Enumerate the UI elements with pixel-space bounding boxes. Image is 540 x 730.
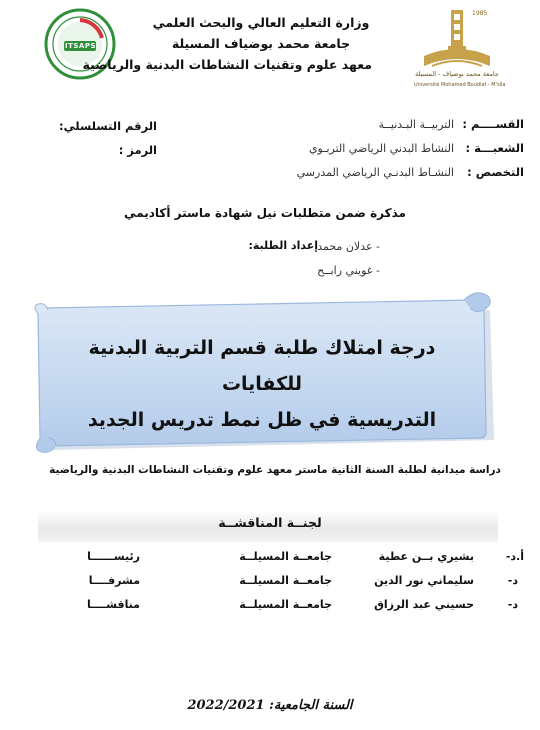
committee-title: لجنــة المناقشــة <box>218 515 322 530</box>
ministry-name: وزارة التعليم العالي والبحث العلمي <box>152 15 370 30</box>
member-1-university: جامعــة المسيلــة <box>239 550 332 563</box>
thesis-title-line-1: درجة امتلاك طلبة قسم التربية البدنية للكفايات <box>88 337 436 395</box>
member-2-rank: د- <box>507 574 518 587</box>
department-value: التربيــة البـدنيــة <box>378 118 454 131</box>
academic-year <box>120 698 420 713</box>
institute-name: معهد علوم وتقنيات النشاطات البدنية والرياضية <box>82 57 372 72</box>
academic-year-label: السنة الجامعية: <box>269 698 353 713</box>
code-label: الرمز : <box>118 143 157 157</box>
left-logo-text: ITSAPS <box>65 42 97 50</box>
member-1-name: بشيري بــن عطية <box>378 550 474 563</box>
member-2-role: مشرفــــا <box>88 574 140 587</box>
student-2: - غويني رابــح <box>317 264 380 277</box>
branch-label: الشعبـــة : <box>465 141 524 155</box>
specialty-label: التخصص : <box>467 165 524 179</box>
member-1-rank: أ.د- <box>505 550 524 563</box>
thesis-title <box>52 330 472 438</box>
member-3-rank: د- <box>507 598 518 611</box>
branch-value: النشاط البدني الرياضي التربـوي <box>308 142 454 155</box>
prepared-by-label: إعداد الطلبة: <box>248 239 318 252</box>
student-1: - عدلان محمد <box>317 240 380 253</box>
specialty-value: النشـاط البدنـي الرياضي المدرسي <box>296 166 454 179</box>
member-2-name: سليماني نور الدين <box>374 574 474 587</box>
academic-year-value: 2022/2021 <box>187 698 265 713</box>
member-2-university: جامعــة المسيلــة <box>239 574 332 587</box>
member-3-name: حسيني عبد الرزاق <box>374 598 474 611</box>
member-1-role: رئيســــــا <box>87 550 140 563</box>
study-description: دراسة ميدانية لطلبة السنة الثانية ماستر معهد علوم وتقنيات النشاطات البدنية والرياضية <box>49 464 501 476</box>
right-logo-caption-ar: جامعة محمد بوضياف - المسيلة <box>415 70 499 78</box>
thesis-title-line-2: التدريسية في ظل نمط تدريس الجديد <box>87 409 437 431</box>
serial-number-label: الرقم التسلسلي: <box>59 119 157 133</box>
member-3-university: جامعــة المسيلــة <box>239 598 332 611</box>
right-logo-caption-fr: Université Mohamed Boudiaf - M'sila <box>414 82 506 88</box>
university-name: جامعة محمد بوضياف المسيلة <box>171 36 351 51</box>
memo-title: مذكرة ضمن متطلبات نيل شهادة ماستر أكاديمي <box>124 206 406 220</box>
right-logo-year: 1985 <box>472 10 488 17</box>
department-label: القســــم : <box>462 117 524 131</box>
right-logo <box>414 4 506 100</box>
header-text <box>82 12 372 75</box>
thesis-banner <box>28 286 496 454</box>
member-3-role: مناقشــــا <box>87 598 140 611</box>
